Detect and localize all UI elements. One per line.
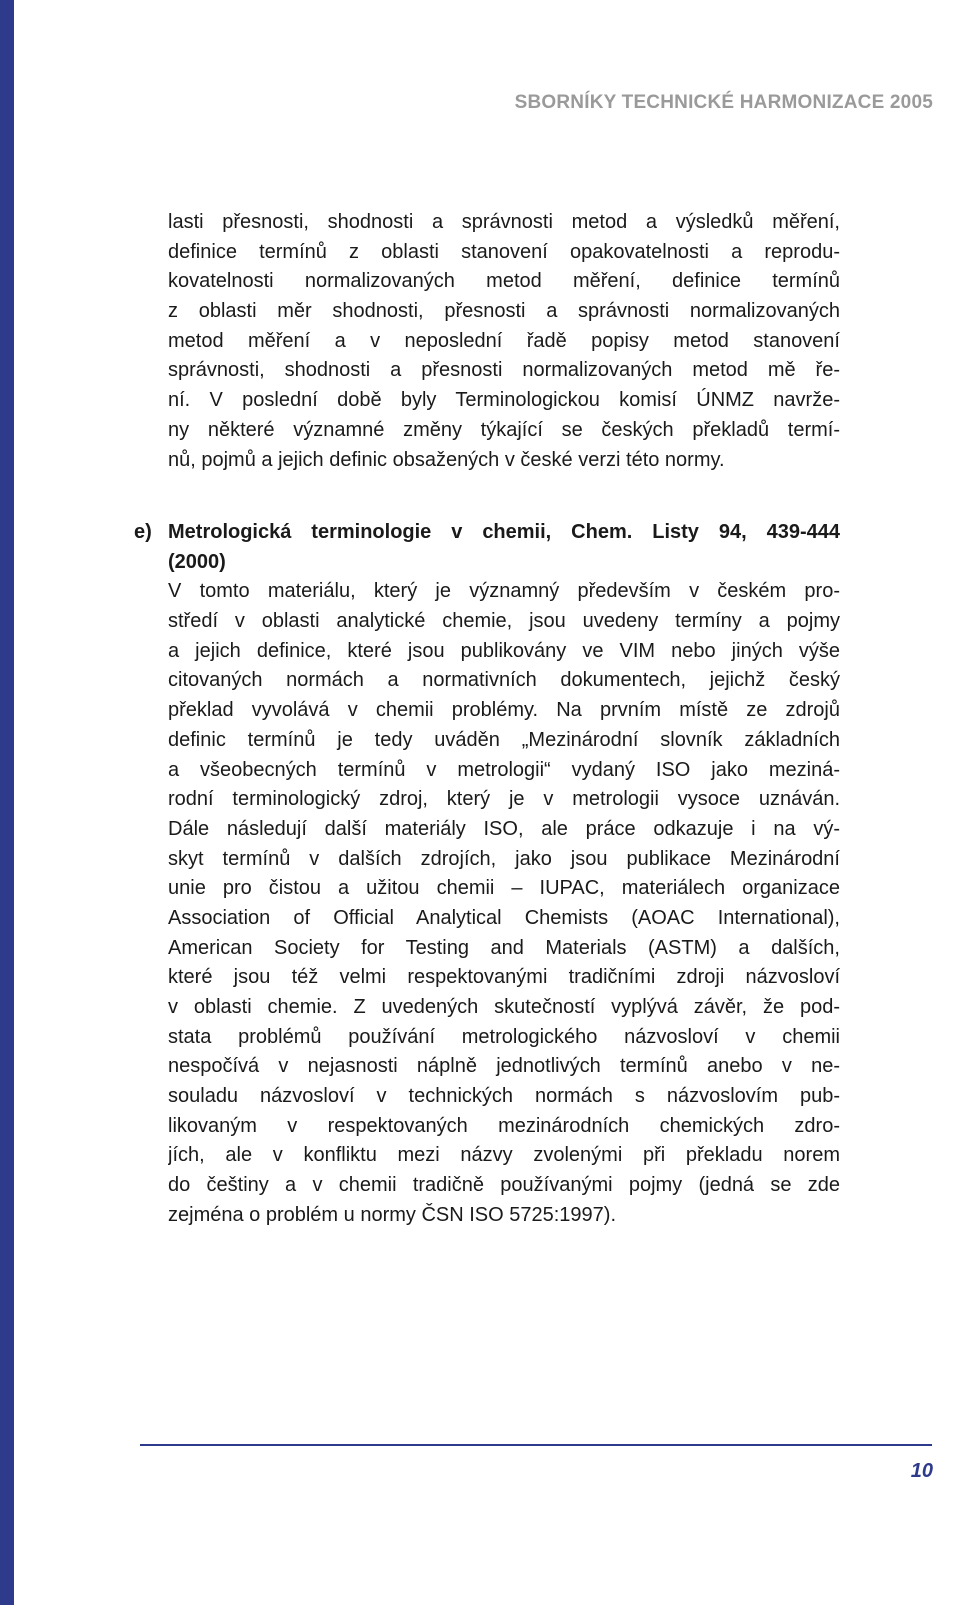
text-line: skyt termínů v dalších zdrojích, jako jsou publikace Mezinárodní [168, 847, 840, 870]
text-line: jích, ale v konfliktu mezi názvy zvolenými při překladu norem [168, 1144, 840, 1167]
text-line: nespočívá v nejasnosti náplně jednotlivých termínů anebo v ne- [168, 1055, 840, 1078]
text-line: a všeobecných termínů v metrologii“ vydaný ISO jako meziná- [168, 758, 840, 781]
text-line: American Society for Testing and Materials (ASTM) a dalších, [168, 936, 840, 959]
text-line: unie pro čistou a užitou chemii – IUPAC, materiálech organizace [168, 877, 840, 900]
intro-paragraph [168, 208, 840, 475]
heading-line: Metrologická terminologie v chemii, Chem. Listy 94, 439-444 [168, 521, 840, 543]
left-margin-bar [0, 0, 14, 1605]
text-line: lasti přesnosti, shodnosti a správnosti metod a výsledků měření, [168, 211, 840, 233]
text-line: správnosti, shodnosti a přesnosti normalizovaných metod mě ře- [168, 359, 840, 382]
text-line: středí v oblasti analytické chemie, jsou uvedeny termíny a pojmy [168, 610, 840, 633]
text-line: které jsou též velmi respektovanými tradičními zdroji názvosloví [168, 966, 840, 989]
text-line: V tomto materiálu, který je významný především v českém pro- [168, 580, 840, 603]
text-line: kovatelnosti normalizovaných metod měření, definice termínů [168, 270, 840, 293]
text-line: metod měření a v neposlední řadě popisy metod stanovení [168, 329, 840, 352]
text-line: do češtiny a v chemii tradičně používanými pojmy (jedná se zde [168, 1174, 840, 1197]
section-body [168, 577, 840, 1230]
section-heading-row [134, 518, 840, 577]
text-line: likovaným v respektovaných mezinárodních chemických zdro- [168, 1114, 840, 1137]
text-line: a jejich definice, které jsou publikovány ve VIM nebo jiných výše [168, 639, 840, 662]
text-line: nů, pojmů a jejich definic obsažených v české verzi této normy. [168, 448, 725, 471]
running-header: SBORNÍKY TECHNICKÉ HARMONIZACE 2005 [514, 92, 933, 113]
text-line: překlad vyvolává v chemii problémy. Na prvním místě ze zdrojů [168, 699, 840, 722]
text-line: definic termínů je tedy uváděn „Mezinárodní slovník základních [168, 728, 840, 751]
section-heading [168, 518, 840, 577]
text-line: zejména o problém u normy ČSN ISO 5725:1997). [168, 1203, 616, 1226]
section-e [134, 518, 840, 1231]
text-line: ní. V poslední době byly Terminologickou komisí ÚNMZ navrže- [168, 389, 840, 412]
text-line: stata problémů používání metrologického názvosloví v chemii [168, 1025, 840, 1048]
text-line: ny některé významné změny týkající se českých překladů termí- [168, 418, 840, 441]
footer-rule [140, 1444, 932, 1446]
text-line: rodní terminologický zdroj, který je v metrologii vysoce uznáván. [168, 788, 840, 811]
text-line: v oblasti chemie. Z uvedených skutečností vyplývá závěr, že pod- [168, 996, 840, 1018]
text-line: citovaných normách a normativních dokumentech, jejichž český [168, 669, 840, 692]
section-marker: e) [134, 521, 152, 543]
heading-line: (2000) [168, 550, 226, 573]
text-line: Association of Official Analytical Chemists (AOAC International), [168, 906, 840, 929]
page-number: 10 [910, 1460, 933, 1482]
text-line: Dále následují další materiály ISO, ale práce odkazuje i na vý- [168, 817, 840, 840]
text-line: z oblasti měr shodnosti, přesnosti a správnosti normalizovaných [168, 300, 840, 323]
text-line: souladu názvosloví v technických normách s názvoslovím pub- [168, 1085, 840, 1108]
text-line: definice termínů z oblasti stanovení opakovatelnosti a reprodu- [168, 240, 840, 263]
